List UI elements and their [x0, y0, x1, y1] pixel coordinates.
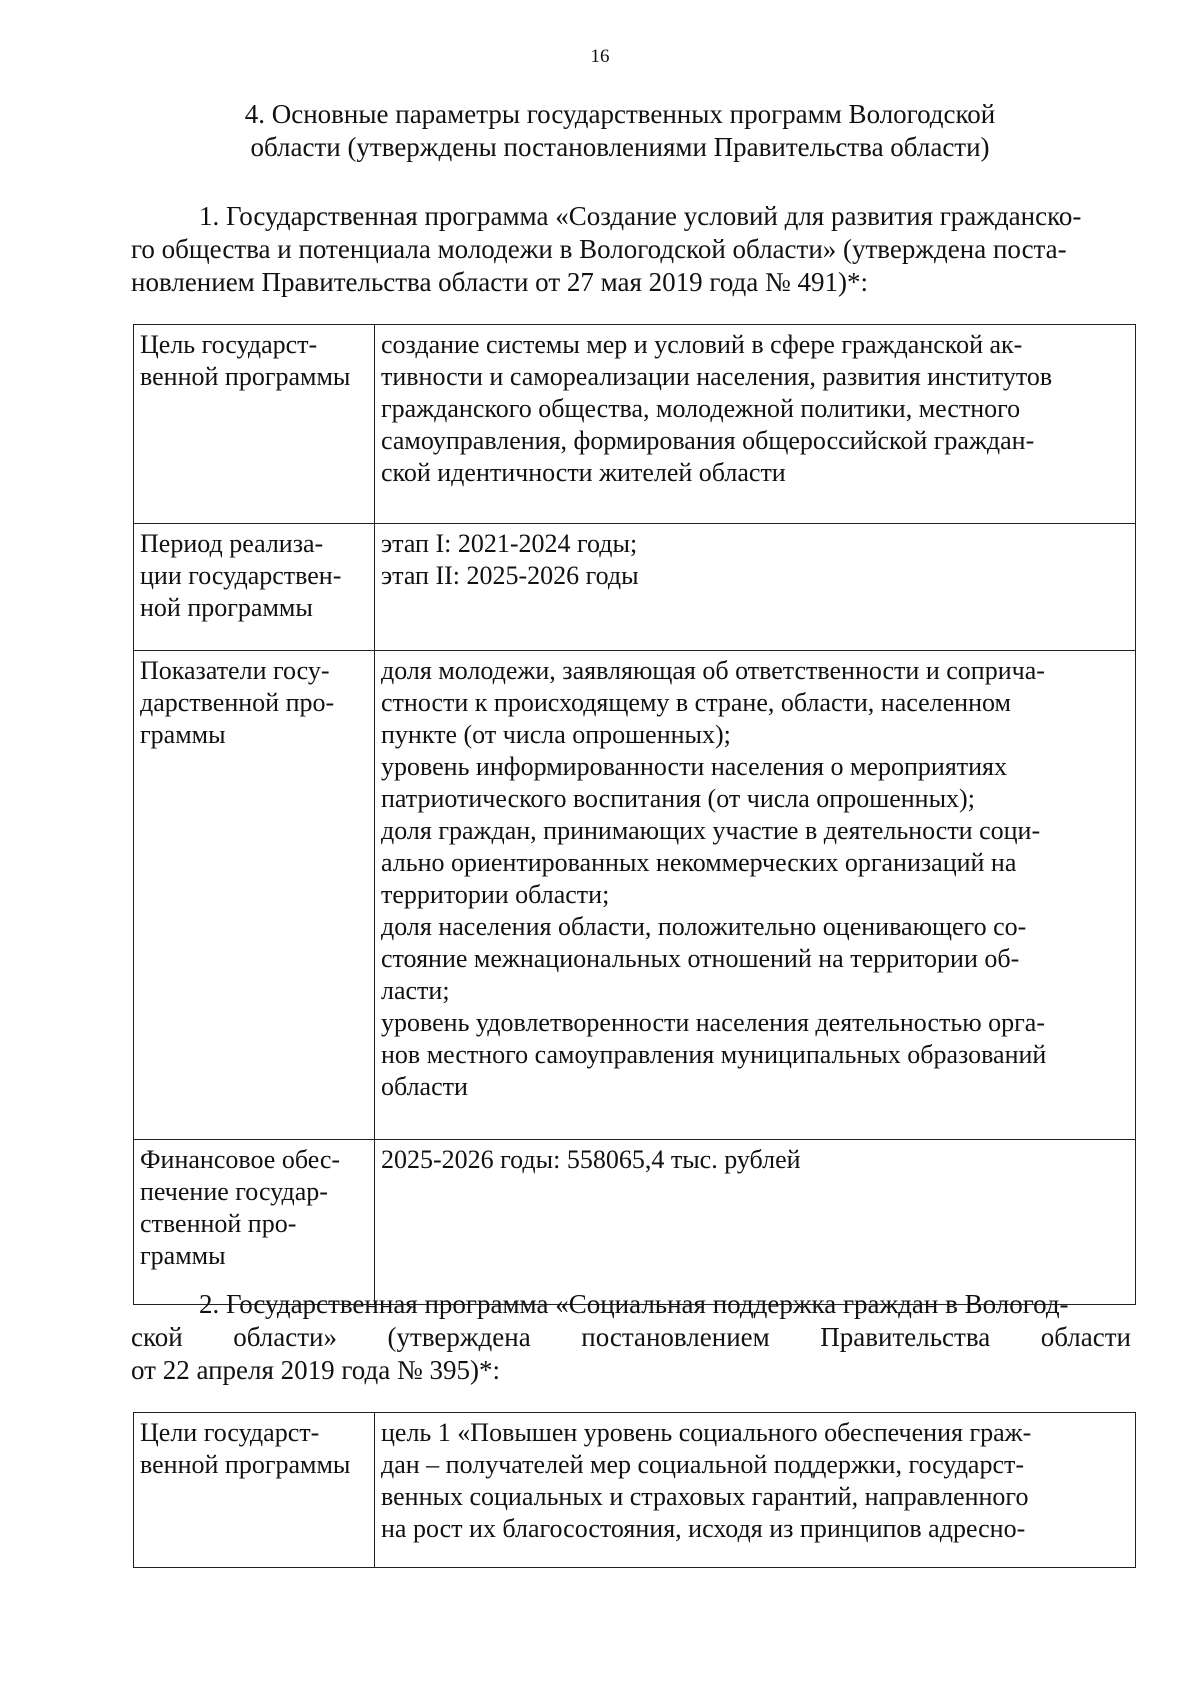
table-row-indicators	[134, 651, 1136, 1140]
table-row-goals	[134, 1413, 1136, 1568]
intro-line: 1. Государственная программа «Создание условий для развития гражданско-	[199, 201, 1082, 231]
row-label	[134, 325, 375, 524]
label-line: Показатели госу-	[140, 656, 330, 685]
row-label	[134, 1140, 375, 1305]
value-line: ально ориентированных некоммерческих организаций на	[381, 848, 1017, 877]
row-value	[375, 325, 1136, 524]
label-line: ной программы	[140, 593, 313, 622]
value-line: области	[381, 1072, 468, 1101]
intro-line: от 22 апреля 2019 года № 395)*:	[131, 1355, 500, 1385]
value-line: стояние межнациональных отношений на территории об-	[381, 944, 1020, 973]
row-label	[134, 651, 375, 1140]
value-line: территории области;	[381, 880, 610, 909]
program-1-intro	[131, 200, 1131, 299]
value-line: ской идентичности жителей области	[381, 458, 786, 487]
value-line: нов местного самоуправления муниципальных образований	[381, 1040, 1047, 1069]
value-line: тивности и самореализации населения, развития институтов	[381, 362, 1053, 391]
value-line: этап I: 2021-2024 годы;	[381, 529, 638, 558]
label-line: Цели государст-	[140, 1418, 320, 1447]
value-line: уровень удовлетворенности населения деятельностью орга-	[381, 1008, 1045, 1037]
label-line: ции государствен-	[140, 561, 342, 590]
value-line: уровень информированности населения о мероприятиях	[381, 752, 1008, 781]
value-line: гражданского общества, молодежной политики, местного	[381, 394, 1021, 423]
intro-line: новлением Правительства области от 27 мая 2019 года № 491)*:	[131, 267, 869, 297]
label-line: печение государ-	[140, 1177, 328, 1206]
intro-line: го общества и потенциала молодежи в Вологодской области» (утверждена поста-	[131, 234, 1067, 264]
label-line: венной программы	[140, 362, 351, 391]
value-line: дан – получателей мер социальной поддержки, государст-	[381, 1450, 1025, 1479]
section-heading	[200, 98, 1040, 164]
value-line: этап II: 2025-2026 годы	[381, 561, 639, 590]
program-1-table	[133, 324, 1136, 1305]
program-2-table	[133, 1412, 1136, 1568]
value-line: самоуправления, формирования общероссийской граждан-	[381, 426, 1035, 455]
intro-line: ской области» (утверждена постановлением Правительства области	[131, 1322, 1131, 1352]
row-value	[375, 1413, 1136, 1568]
value-line: доля молодежи, заявляющая об ответственности и соприча-	[381, 656, 1045, 685]
label-line: дарственной про-	[140, 688, 335, 717]
value-line: пункте (от числа опрошенных);	[381, 720, 731, 749]
value-line: стности к происходящему в стране, области, населенном	[381, 688, 1011, 717]
table-row-goal	[134, 325, 1136, 524]
page-number: 16	[590, 46, 610, 67]
value-line: на рост их благосостояния, исходя из принципов адресно-	[381, 1514, 1026, 1543]
row-value	[375, 1140, 1136, 1305]
label-line: ственной про-	[140, 1209, 297, 1238]
label-line: Финансовое обес-	[140, 1145, 341, 1174]
program-2-intro	[131, 1288, 1131, 1387]
value-line: 2025-2026 годы: 558065,4 тыс. рублей	[381, 1145, 801, 1174]
label-line: венной программы	[140, 1450, 351, 1479]
value-line: создание системы мер и условий в сфере гражданской ак-	[381, 330, 1023, 359]
table-row-period	[134, 524, 1136, 651]
label-line: граммы	[140, 720, 226, 749]
value-line: доля населения области, положительно оценивающего со-	[381, 912, 1027, 941]
label-line: граммы	[140, 1241, 226, 1270]
section-heading-line: области (утверждены постановлениями Правительства области)	[250, 132, 990, 162]
intro-line: 2. Государственная программа «Социальная поддержка граждан в Вологод-	[199, 1289, 1069, 1319]
table-row-finance	[134, 1140, 1136, 1305]
row-value	[375, 524, 1136, 651]
row-value	[375, 651, 1136, 1140]
section-heading-line: 4. Основные параметры государственных программ Вологодской	[244, 99, 996, 129]
label-line: Период реализа-	[140, 529, 324, 558]
row-label	[134, 524, 375, 651]
row-label	[134, 1413, 375, 1568]
value-line: ласти;	[381, 976, 450, 1005]
label-line: Цель государст-	[140, 330, 318, 359]
value-line: цель 1 «Повышен уровень социального обеспечения граж-	[381, 1418, 1032, 1447]
value-line: патриотического воспитания (от числа опрошенных);	[381, 784, 975, 813]
value-line: доля граждан, принимающих участие в деятельности соци-	[381, 816, 1041, 845]
value-line: венных социальных и страховых гарантий, направленного	[381, 1482, 1029, 1511]
